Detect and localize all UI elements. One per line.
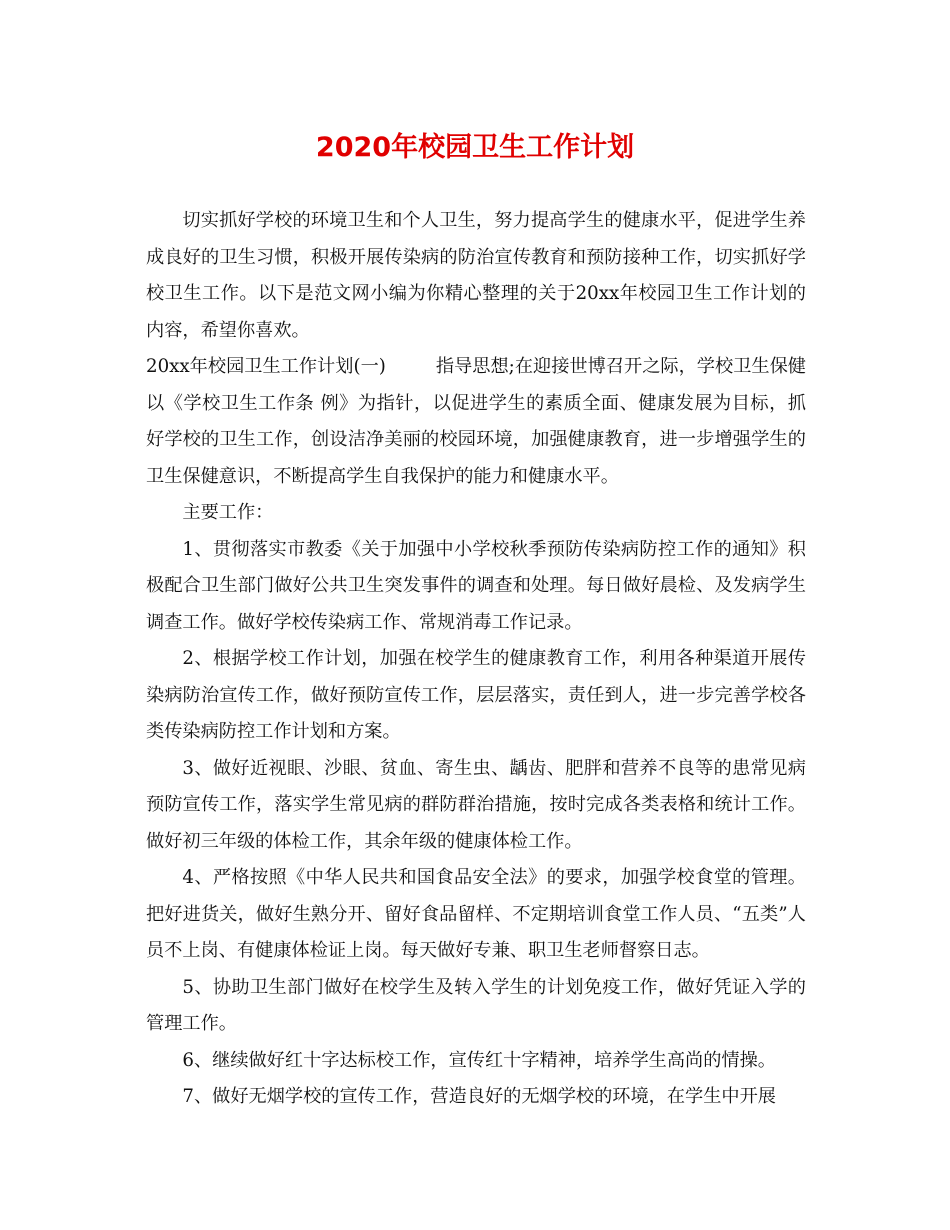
- intro-paragraph: 切实抓好学校的环境卫生和个人卫生，努力提高学生的健康水平，促进学生养成良好的卫生习惯，积极开展传染病的防治宣传教育和预防接种工作，切实抓好学校卫生工作。以下是范文网小编为你精心整理的关于20xx年校园卫生工作计划的内容，希望你喜欢。: [146, 210, 806, 341]
- main-work-label: 主要工作：: [182, 502, 274, 523]
- guiding-paragraph: [146, 349, 806, 495]
- work-item-7: 7、做好无烟学校的宣传工作，营造良好的无烟学校的环境，在学生中开展: [182, 1086, 776, 1107]
- work-item-5: 5、协助卫生部门做好在校学生及转入学生的计划免疫工作，做好凭证入学的管理工作。: [146, 976, 806, 1034]
- work-item-4: 4、严格按照《中华人民共和国食品安全法》的要求，加强学校食堂的管理。把好进货关，做好生熟分开、留好食品留样、不定期培训食堂工作人员、“五类”人员不上岗、有健康体检证上岗。每天做好专兼、职卫生老师督察日志。: [146, 867, 806, 961]
- work-item-6: 6、继续做好红十字达标校工作，宣传红十字精神，培养学生高尚的情操。: [182, 1049, 776, 1071]
- work-item-3: 3、做好近视眼、沙眼、贫血、寄生虫、龋齿、肥胖和营养不良等的患常见病预防宣传工作，落实学生常见病的群防群治措施，按时完成各类表格和统计工作。做好初三年级的体检工作，其余年级的健康体检工作。: [146, 757, 806, 852]
- work-item-1: 1、贯彻落实市教委《关于加强中小学校秋季预防传染病防控工作的通知》积极配合卫生部门做好公共卫生突发事件的调查和处理。每日做好晨检、及发病学生调查工作。做好学校传染病工作、常规消毒工作记录。: [146, 538, 806, 633]
- work-item-2: 2、根据学校工作计划，加强在校学生的健康教育工作，利用各种渠道开展传染病防治宣传工作，做好预防宣传工作，层层落实，责任到人，进一步完善学校各类传染病防控工作计划和方案。: [146, 648, 806, 742]
- document-title: 2020年校园卫生工作计划: [315, 132, 635, 163]
- document-body: [146, 203, 806, 1116]
- section-heading: 20xx年校园卫生工作计划(一): [146, 356, 386, 377]
- guiding-text: 指导思想;在迎接世博召开之际，学校卫生保健以《学校卫生工作条 例》为指针，以促进学生的素质全面、健康发展为目标，抓好学校的卫生工作，创设洁净美丽的校园环境，加强健康教育，进一步增强学生的卫生保健意识，不断提高学生自我保护的能力和健康水平。: [146, 356, 806, 487]
